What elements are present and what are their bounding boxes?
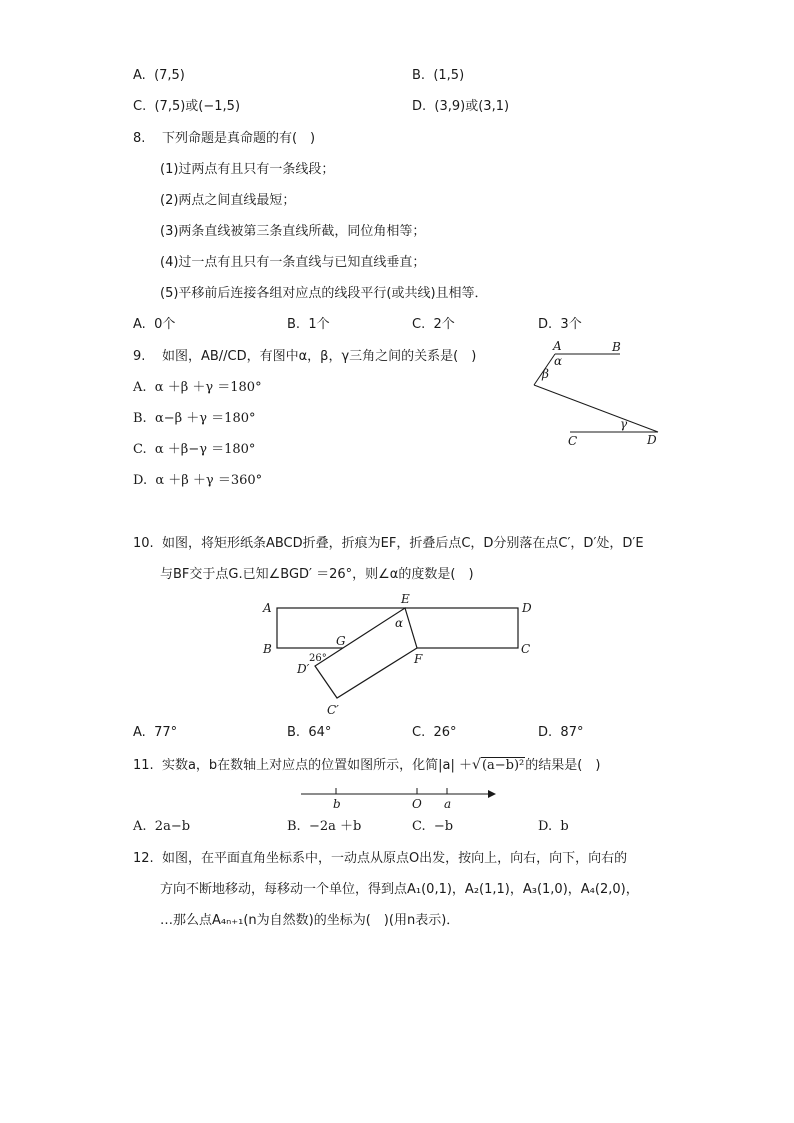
q9-parallel-lines-figure xyxy=(520,335,670,450)
q10-stem-line-2: 与BF交于点G.已知∠BGD′ ＝26°，则∠α的度数是( ) xyxy=(160,567,474,582)
q7-option-b: B. (1,5) xyxy=(412,68,465,83)
q9-label-d: D xyxy=(647,433,657,447)
q12-stem-line-2: 方向不断地移动，每移动一个单位，得到点A₁(0,1)，A₂(1,1)，A₃(1,0)，A₄(2,0)， xyxy=(160,882,639,897)
q9-label-c: C xyxy=(568,434,578,448)
q9-label-gamma: γ xyxy=(620,417,628,431)
q10-option-d: D. 87° xyxy=(538,725,584,740)
q10-label-f: F xyxy=(414,652,423,666)
q10-option-c: C. 26° xyxy=(412,725,457,740)
sqrt-expression: √(a−b)² xyxy=(472,757,525,773)
q10-label-b: B xyxy=(263,642,272,656)
q9-option-a: A. α ＋β ＋γ ＝180° xyxy=(133,380,262,395)
q10-label-cprime: C′ xyxy=(327,703,339,717)
q9-label-a: A xyxy=(553,339,562,353)
q8-option-c: C. 2个 xyxy=(412,317,455,332)
q11-stem: 11. 实数a，b在数轴上对应点的位置如图所示，化简|a| ＋√(a−b)²的结果是( ) xyxy=(133,757,601,773)
q8-option-d: D. 3个 xyxy=(538,317,582,332)
q9-option-d: D. α ＋β ＋γ ＝360° xyxy=(133,473,263,488)
q10-label-alpha: α xyxy=(395,616,404,630)
q9-label-alpha: α xyxy=(554,354,563,368)
q10-stem-line-1: 10. 如图，将矩形纸条ABCD折叠，折痕为EF，折叠后点C，D分别落在点C′，D′处，D′E xyxy=(133,536,644,551)
q8-stem: 8. 下列命题是真命题的有( ) xyxy=(133,131,316,146)
q10-folded-strip-figure xyxy=(255,592,545,722)
q7-option-a: A. (7,5) xyxy=(133,68,185,83)
q11-option-a: A. 2a−b xyxy=(133,819,191,834)
q9-stem: 9. 如图，AB//CD，有图中α，β，γ三角之间的关系是( ) xyxy=(133,349,477,364)
q8-statement-3: (3)两条直线被第三条直线所截，同位角相等； xyxy=(160,224,426,239)
q11-number-line xyxy=(296,784,501,814)
q8-statement-2: (2)两点之间直线最短； xyxy=(160,193,296,208)
q11-option-c: C. −b xyxy=(412,819,454,834)
q8-statement-4: (4)过一点有且只有一条直线与已知直线垂直； xyxy=(160,255,426,270)
q8-statement-1: (1)过两点有且只有一条线段； xyxy=(160,162,335,177)
q10-label-d: D xyxy=(522,601,532,615)
q8-option-b: B. 1个 xyxy=(287,317,330,332)
q11-axis-label-b: b xyxy=(333,797,341,811)
q10-label-dprime: D′ xyxy=(297,662,310,676)
q10-option-b: B. 64° xyxy=(287,725,332,740)
q8-option-a: A. 0个 xyxy=(133,317,176,332)
q10-option-a: A. 77° xyxy=(133,725,178,740)
q7-option-d: D. (3,9)或(3,1) xyxy=(412,99,510,114)
q10-label-e: E xyxy=(401,592,410,606)
q12-stem-line-1: 12. 如图，在平面直角坐标系中，一动点从原点O出发，按向上，向右，向下，向右的 xyxy=(133,851,628,866)
q9-option-c: C. α ＋β−γ ＝180° xyxy=(133,442,256,457)
q9-label-beta: β xyxy=(542,367,549,381)
q10-label-a: A xyxy=(263,601,272,615)
q9-label-b: B xyxy=(612,340,621,354)
q9-option-b: B. α−β ＋γ ＝180° xyxy=(133,411,256,426)
q11-axis-label-a: a xyxy=(444,797,452,811)
q11-axis-label-o: O xyxy=(412,797,422,811)
q11-option-d: D. b xyxy=(538,819,569,834)
q10-label-c: C xyxy=(521,642,531,656)
q10-label-angle: 26° xyxy=(309,653,327,664)
q11-option-b: B. −2a ＋b xyxy=(287,819,362,834)
q8-statement-5: (5)平移前后连接各组对应点的线段平行(或共线)且相等． xyxy=(160,286,488,301)
q12-stem-line-3: …那么点A₄ₙ₊₁(n为自然数)的坐标为( )(用n表示)． xyxy=(160,913,460,928)
q7-option-c: C. (7,5)或(−1,5) xyxy=(133,99,241,114)
q10-label-g: G xyxy=(336,634,346,648)
